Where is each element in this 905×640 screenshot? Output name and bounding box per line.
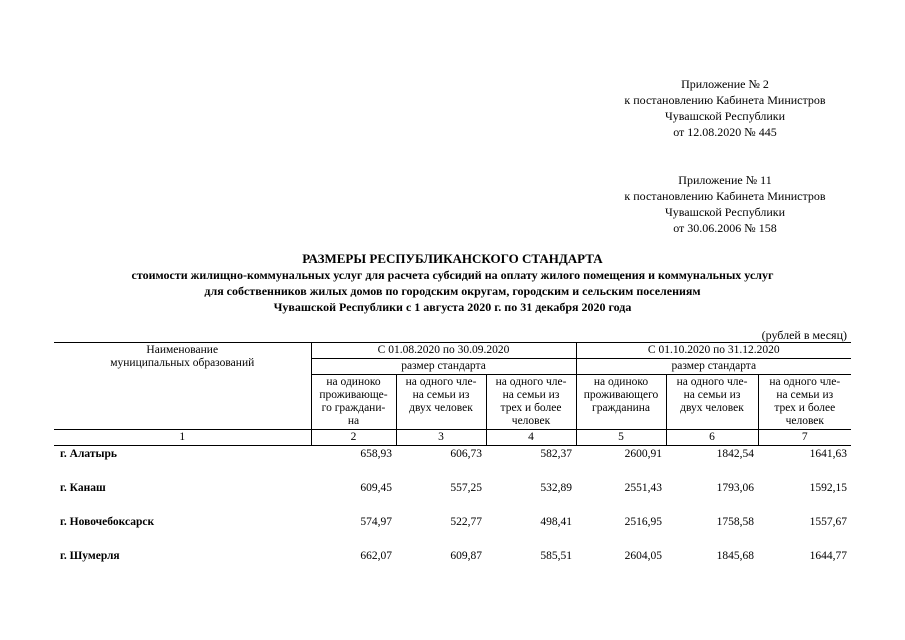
table-body <box>54 446 851 583</box>
table-cell: 522,77 <box>450 516 482 528</box>
table-cell: 557,25 <box>450 482 482 494</box>
table-cell: 609,87 <box>450 550 482 562</box>
column-number: 5 <box>576 430 666 446</box>
column-header-line: проживающего <box>583 389 659 401</box>
name-header-line: муниципальных образований <box>110 357 255 369</box>
appendix-resolution: к постановлению Кабинета Министров <box>624 189 826 203</box>
table-cell: 1842,54 <box>716 448 755 460</box>
period-1-header: С 01.08.2020 по 30.09.2020 <box>311 343 576 359</box>
table-row <box>54 480 851 514</box>
appendix-date: от 30.06.2006 № 158 <box>673 221 777 235</box>
period-2-header: С 01.10.2020 по 31.12.2020 <box>576 343 851 359</box>
column-header-line: двух человек <box>680 402 744 414</box>
table-cell: 1793,06 <box>716 482 755 494</box>
column-header-line: на одного чле- <box>495 376 567 388</box>
table-cell: 1592,15 <box>809 482 848 494</box>
municipality-name: г. Новочебоксарск <box>60 516 155 528</box>
standard-label-2: размер стандарта <box>576 359 851 375</box>
column-header-line: трех и более <box>500 402 562 414</box>
table-cell: 582,37 <box>540 448 573 460</box>
column-header-line: на семьи из <box>502 389 560 401</box>
column-header-line: на семьи из <box>776 389 834 401</box>
table-cell: 658,93 <box>360 448 392 460</box>
column-header-line: на семьи из <box>683 389 741 401</box>
column-header-6 <box>666 375 758 430</box>
units-note: (рублей в месяц) <box>761 328 847 342</box>
table-cell: 1641,63 <box>809 448 848 460</box>
table-cell: 609,45 <box>360 482 392 494</box>
table-cell: 2604,05 <box>624 550 663 562</box>
column-header-line: на одиноко <box>326 376 381 388</box>
column-number: 6 <box>666 430 758 446</box>
column-header-2 <box>311 375 396 430</box>
column-header-3 <box>396 375 486 430</box>
title-line-3: для собственников жилых домов по городским округам, городским и сельским поселениям <box>204 284 701 298</box>
column-number: 7 <box>758 430 851 446</box>
appendix-block-2 <box>575 172 875 236</box>
column-number: 3 <box>396 430 486 446</box>
column-header-line: человек <box>785 415 824 427</box>
column-header-line: на одиноко <box>593 376 649 388</box>
name-header-line: Наименование <box>146 344 219 356</box>
column-header-4 <box>486 375 576 430</box>
appendix-republic: Чувашской Республики <box>664 205 786 219</box>
column-header-5 <box>576 375 666 430</box>
name-column-header <box>54 343 311 430</box>
table-cell: 2516,95 <box>624 516 663 528</box>
column-number: 4 <box>486 430 576 446</box>
standard-label-1: размер стандарта <box>311 359 576 375</box>
column-header-line: го граждани- <box>321 402 386 414</box>
appendix-republic: Чувашской Республики <box>664 109 786 123</box>
appendix-number: Приложение № 2 <box>681 77 769 91</box>
column-header-line: гражданина <box>591 402 651 414</box>
table-cell: 2551,43 <box>624 482 663 494</box>
table-cell: 498,41 <box>540 516 573 528</box>
table-cell: 1557,67 <box>809 516 848 528</box>
standards-table <box>54 342 851 582</box>
column-header-line: на одного чле- <box>769 376 841 388</box>
column-number: 2 <box>311 430 396 446</box>
title-line-4: Чувашской Республики с 1 августа 2020 г. по 31 декабря 2020 года <box>273 300 632 314</box>
column-header-7 <box>758 375 851 430</box>
table-cell: 2600,91 <box>624 448 663 460</box>
column-header-line: на одного чле- <box>405 376 477 388</box>
column-header-line: двух человек <box>409 402 473 414</box>
municipality-name: г. Шумерля <box>60 550 120 562</box>
table-cell: 662,07 <box>360 550 392 562</box>
column-number-row <box>54 430 851 446</box>
table-cell: 1845,68 <box>716 550 755 562</box>
appendix-block-1 <box>575 76 875 140</box>
column-header-line: трех и более <box>774 402 836 414</box>
table-cell: 1644,77 <box>809 550 848 562</box>
column-header-line: на <box>347 415 360 427</box>
table-row <box>54 548 851 582</box>
document-title <box>40 251 865 315</box>
column-header-line: на семьи из <box>412 389 470 401</box>
appendix-date: от 12.08.2020 № 445 <box>673 125 777 139</box>
title-line-2: стоимости жилищно-коммунальных услуг для расчета субсидий на оплату жилого помещения и коммунальных услуг <box>131 268 774 282</box>
table-cell: 532,89 <box>540 482 573 494</box>
table-cell: 606,73 <box>450 448 482 460</box>
municipality-name: г. Алатырь <box>60 448 117 460</box>
table-cell: 1758,58 <box>716 516 755 528</box>
table-row <box>54 514 851 548</box>
header-row-periods <box>54 343 851 359</box>
table-cell: 574,97 <box>360 516 392 528</box>
column-number: 1 <box>54 430 311 446</box>
appendix-number: Приложение № 11 <box>678 173 772 187</box>
municipality-name: г. Канаш <box>60 482 106 494</box>
table-row <box>54 446 851 481</box>
appendix-resolution: к постановлению Кабинета Министров <box>624 93 826 107</box>
table-cell: 585,51 <box>540 550 573 562</box>
column-header-line: на одного чле- <box>676 376 748 388</box>
title-main: РАЗМЕРЫ РЕСПУБЛИКАНСКОГО СТАНДАРТА <box>302 251 603 266</box>
column-header-line: проживающе- <box>319 389 388 401</box>
column-header-line: человек <box>511 415 551 427</box>
